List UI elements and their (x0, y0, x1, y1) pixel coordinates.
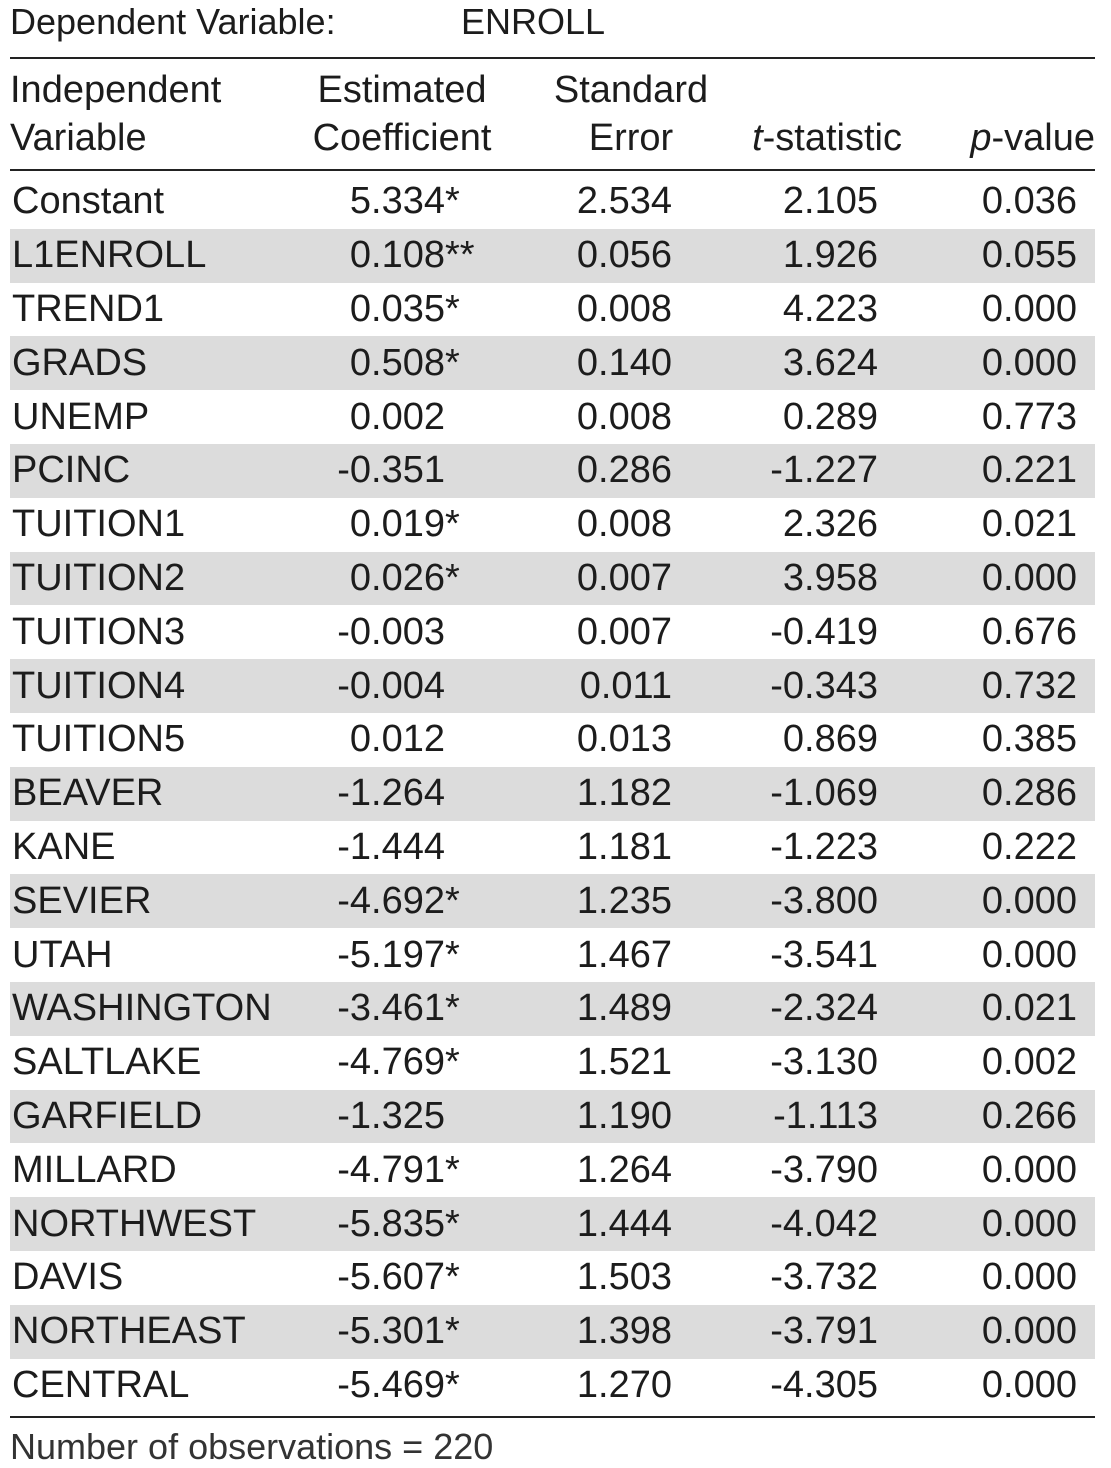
coefficient-value: 0.035 (349, 287, 445, 330)
coefficient-value: 0.019 (349, 503, 445, 546)
table-row (10, 874, 1095, 928)
coefficient-value: 0.012 (349, 718, 445, 761)
variable-name-cell: MILLARD (12, 1148, 177, 1191)
coefficient-value: -4.791 (337, 1148, 445, 1191)
p-value-cell: 0.000 (878, 1305, 1095, 1359)
coefficient-value: -1.264 (337, 772, 445, 815)
p-value-cell: 0.036 (981, 180, 1077, 223)
coefficient-cell (312, 283, 542, 337)
variable-name-cell: L1ENROLL (10, 229, 312, 283)
p-value-cell: 0.000 (878, 336, 1095, 390)
standard-error-cell: 1.181 (576, 825, 672, 868)
table-row (10, 1251, 1095, 1305)
standard-error-cell: 0.008 (576, 503, 672, 546)
coefficient-cell (312, 659, 542, 713)
t-statistic-cell: -0.343 (672, 659, 878, 713)
table-row (10, 982, 1095, 1036)
t-statistic-cell: 2.105 (782, 180, 878, 223)
header-standard-error: Standard Error (553, 69, 709, 159)
p-value-cell: 0.676 (981, 610, 1077, 653)
variable-name-cell: Constant (12, 180, 165, 223)
standard-error-cell: 1.444 (542, 1197, 672, 1251)
significance-marker: * (445, 556, 460, 599)
significance-marker: * (445, 879, 460, 922)
table-row (10, 1143, 1095, 1197)
coefficient-value: 0.002 (349, 395, 445, 438)
dependent-variable-label: Dependent Variable: (10, 1, 336, 42)
variable-name-cell: NORTHEAST (10, 1305, 312, 1359)
standard-error-cell: 0.286 (542, 444, 672, 498)
coefficient-value: -0.003 (337, 610, 445, 653)
coefficient-value: 0.026 (349, 556, 445, 599)
variable-name-cell: KANE (12, 825, 116, 868)
table-row (10, 1197, 1095, 1251)
p-value-cell: 0.000 (878, 552, 1095, 606)
t-statistic-cell: -1.113 (672, 1090, 878, 1144)
significance-marker: * (445, 180, 460, 223)
t-statistic-cell: -1.227 (672, 444, 878, 498)
p-value-cell: 0.773 (981, 395, 1077, 438)
coefficient-cell (312, 336, 542, 390)
significance-marker: * (445, 933, 460, 976)
standard-error-cell: 1.503 (576, 1256, 672, 1299)
variable-name-cell: TUITION1 (12, 503, 186, 546)
coefficient-value: -4.769 (337, 1041, 445, 1084)
standard-error-cell: 1.489 (542, 982, 672, 1036)
t-statistic-cell: 2.326 (782, 503, 878, 546)
coefficient-value: -5.469 (337, 1363, 445, 1406)
variable-name-cell: UNEMP (12, 395, 150, 438)
t-statistic-cell: -3.791 (672, 1305, 878, 1359)
coefficient-cell (312, 1197, 542, 1251)
standard-error-cell: 1.235 (542, 874, 672, 928)
variable-name-cell: TUITION2 (10, 552, 312, 606)
t-statistic-cell: -3.541 (770, 933, 878, 976)
table-row (10, 552, 1095, 606)
t-statistic-cell: -4.042 (672, 1197, 878, 1251)
standard-error-cell: 1.264 (576, 1148, 672, 1191)
p-value-cell: 0.266 (878, 1090, 1095, 1144)
p-value-cell: 0.000 (981, 1148, 1077, 1191)
coefficient-value: 5.334 (349, 180, 445, 223)
variable-name-cell: GARFIELD (10, 1090, 312, 1144)
standard-error-cell: 0.013 (576, 718, 672, 761)
coefficient-cell (312, 605, 542, 659)
p-value-cell: 0.000 (981, 1363, 1077, 1406)
variable-name-cell: UTAH (12, 933, 113, 976)
variable-name-cell: TUITION4 (10, 659, 312, 713)
standard-error-cell: 1.521 (576, 1041, 672, 1084)
t-statistic-cell: -3.130 (770, 1041, 878, 1084)
variable-name-cell: GRADS (10, 336, 312, 390)
coefficient-cell (312, 713, 542, 767)
bottom-rule (10, 1416, 1095, 1418)
significance-marker: * (445, 1310, 460, 1353)
variable-name-cell: PCINC (10, 444, 312, 498)
table-row (10, 713, 1095, 767)
coefficient-value: -5.607 (337, 1256, 445, 1299)
t-statistic-cell: -1.223 (770, 825, 878, 868)
coefficient-cell (312, 1090, 542, 1144)
t-statistic-cell: 3.958 (672, 552, 878, 606)
standard-error-cell: 0.007 (542, 552, 672, 606)
header-estimated-coefficient: Estimated Coefficient (312, 69, 492, 159)
table-row (10, 444, 1095, 498)
coefficient-value: 0.108 (349, 234, 445, 277)
coefficient-value: -4.692 (337, 879, 445, 922)
table-row (10, 1359, 1095, 1413)
p-value-cell: 0.055 (878, 229, 1095, 283)
standard-error-cell: 1.190 (542, 1090, 672, 1144)
table-row (10, 928, 1095, 982)
coefficient-value: -0.351 (337, 449, 445, 492)
significance-marker: * (445, 503, 460, 546)
standard-error-cell: 0.007 (576, 610, 672, 653)
significance-marker: * (445, 1041, 460, 1084)
variable-name-cell: SEVIER (10, 874, 312, 928)
table-row (10, 1090, 1095, 1144)
table-row (10, 229, 1095, 283)
coefficient-value: -5.835 (337, 1202, 445, 1245)
coefficient-cell (312, 444, 542, 498)
p-value-cell: 0.000 (878, 1197, 1095, 1251)
coefficient-cell (312, 1251, 542, 1305)
observations-note: Number of observations = 220 (10, 1426, 494, 1467)
table-header (10, 66, 1095, 170)
coefficient-cell (312, 982, 542, 1036)
variable-name-cell: WASHINGTON (10, 982, 312, 1036)
table-row (10, 767, 1095, 821)
t-statistic-cell: -3.790 (770, 1148, 878, 1191)
t-statistic-cell: 1.926 (672, 229, 878, 283)
p-value-cell: 0.222 (981, 825, 1077, 868)
header-rule (10, 169, 1095, 171)
coefficient-value: -3.461 (337, 987, 445, 1030)
standard-error-cell: 0.140 (542, 336, 672, 390)
variable-name-cell: NORTHWEST (10, 1197, 312, 1251)
p-value-cell: 0.021 (981, 503, 1077, 546)
coefficient-value: -1.444 (337, 825, 445, 868)
standard-error-cell: 0.056 (542, 229, 672, 283)
significance-marker: * (445, 987, 460, 1030)
variable-name-cell: TUITION5 (12, 718, 186, 761)
p-value-cell: 0.286 (878, 767, 1095, 821)
t-statistic-cell: 0.289 (782, 395, 878, 438)
variable-name-cell: SALTLAKE (12, 1041, 202, 1084)
variable-name-cell: TUITION3 (12, 610, 186, 653)
standard-error-cell: 1.467 (576, 933, 672, 976)
significance-marker: * (445, 1202, 460, 1245)
p-value-cell: 0.002 (981, 1041, 1077, 1084)
t-statistic-cell: 3.624 (672, 336, 878, 390)
table-row (10, 1305, 1095, 1359)
t-statistic-cell: -1.069 (672, 767, 878, 821)
coefficient-cell (312, 390, 542, 444)
coefficient-cell (312, 175, 542, 229)
regression-table (10, 175, 1095, 1412)
table-row (10, 336, 1095, 390)
standard-error-cell: 0.011 (542, 659, 672, 713)
variable-name-cell: TREND1 (12, 287, 165, 330)
standard-error-cell: 2.534 (576, 180, 672, 223)
coefficient-value: 0.508 (349, 341, 445, 384)
standard-error-cell: 0.008 (576, 395, 672, 438)
coefficient-cell (312, 1036, 542, 1090)
coefficient-cell (312, 1359, 542, 1413)
coefficient-cell (312, 874, 542, 928)
standard-error-cell: 1.270 (576, 1363, 672, 1406)
coefficient-value: -1.325 (337, 1094, 445, 1137)
t-statistic-cell: -4.305 (770, 1363, 878, 1406)
table-row (10, 283, 1095, 337)
p-value-cell: 0.000 (878, 874, 1095, 928)
coefficient-cell (312, 498, 542, 552)
p-value-cell: 0.385 (981, 718, 1077, 761)
coefficient-cell (312, 928, 542, 982)
significance-marker: * (445, 287, 460, 330)
t-statistic-cell: 4.223 (782, 287, 878, 330)
dependent-variable-value: ENROLL (461, 1, 606, 42)
t-statistic-cell: -2.324 (672, 982, 878, 1036)
p-value-cell: 0.732 (878, 659, 1095, 713)
coefficient-cell (312, 1143, 542, 1197)
standard-error-cell: 1.182 (542, 767, 672, 821)
top-rule (10, 57, 1095, 59)
coefficient-value: -5.301 (337, 1310, 445, 1353)
p-value-cell: 0.000 (981, 933, 1077, 976)
p-value-cell: 0.000 (981, 287, 1077, 330)
table-row (10, 175, 1095, 229)
standard-error-cell: 0.008 (576, 287, 672, 330)
coefficient-cell (312, 552, 542, 606)
significance-marker: * (445, 341, 460, 384)
coefficient-value: -0.004 (337, 664, 445, 707)
coefficient-value: -5.197 (337, 933, 445, 976)
p-value-cell: 0.221 (878, 444, 1095, 498)
t-statistic-cell: 0.869 (782, 718, 878, 761)
table-row (10, 498, 1095, 552)
significance-marker: ** (445, 234, 475, 277)
variable-name-cell: BEAVER (10, 767, 312, 821)
significance-marker: * (445, 1256, 460, 1299)
t-statistic-cell: -3.800 (672, 874, 878, 928)
variable-name-cell: DAVIS (12, 1256, 124, 1299)
coefficient-cell (312, 821, 542, 875)
coefficient-cell (312, 229, 542, 283)
p-value-cell: 0.000 (981, 1256, 1077, 1299)
coefficient-cell (312, 1305, 542, 1359)
table-row (10, 821, 1095, 875)
header-p-value: p-value (970, 117, 1095, 159)
header-t-statistic: t-statistic (752, 117, 902, 159)
t-statistic-cell: -3.732 (770, 1256, 878, 1299)
header-independent-variable: Independent Variable (10, 69, 222, 159)
table-row (10, 605, 1095, 659)
coefficient-cell (312, 767, 542, 821)
table-row (10, 390, 1095, 444)
significance-marker: * (445, 1148, 460, 1191)
t-statistic-cell: -0.419 (770, 610, 878, 653)
p-value-cell: 0.021 (878, 982, 1095, 1036)
table-row (10, 659, 1095, 713)
variable-name-cell: CENTRAL (12, 1363, 190, 1406)
table-row (10, 1036, 1095, 1090)
significance-marker: * (445, 1363, 460, 1406)
standard-error-cell: 1.398 (542, 1305, 672, 1359)
